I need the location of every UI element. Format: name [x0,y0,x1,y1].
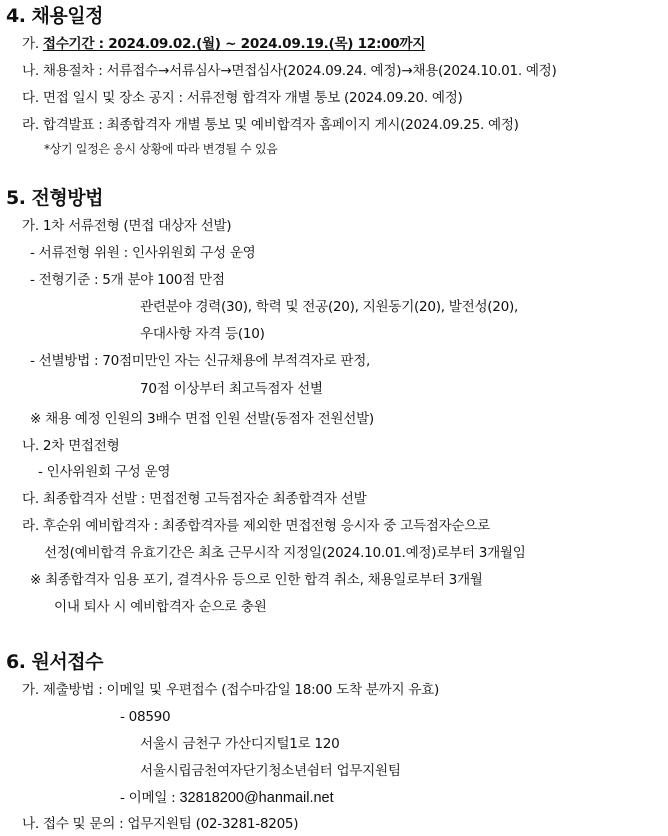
s5-a-note: ※ 채용 예정 인원의 3배수 면접 인원 선발(동점자 전원선발) [30,411,374,427]
s5-b-committee: - 인사위원회 구성 운영 [38,464,171,480]
s5-a-criteria-detail-1: 관련분야 경력(30), 학력 및 전공(20), 지원동기(20), 발전성(20), [140,299,518,315]
s5-a-committee: - 서류전형 위원 : 인사위원회 구성 운영 [30,245,256,261]
s6-item-b-contact: 나. 접수 및 문의 : 업무지원팀 (02-3281-8205) [22,816,299,832]
s4-item-c-interview-notice: 다. 면접 일시 및 장소 공지 : 서류전형 합격자 개별 통보 (2024.09.20. 예정) [22,90,463,106]
section-4-heading: 4. 채용일정 [6,5,103,27]
s4-item-a [22,35,425,53]
s5-d-note: ※ 최종합격자 임용 포기, 결격사유 등으로 인한 합격 취소, 채용일로부터 3개월 [30,572,483,588]
s5-item-c: 다. 최종합격자 선발 : 면접전형 고득점자순 최종합격자 선발 [22,491,367,507]
s6-email-label: - 이메일 : [120,790,180,806]
s6-address: 서울시 금천구 가산디지털1로 120 [140,736,340,752]
s5-item-a: 가. 1차 서류전형 (면접 대상자 선발) [22,218,232,234]
section-5-heading: 5. 전형방법 [6,187,103,209]
s5-a-criteria: - 전형기준 : 5개 분야 100점 만점 [30,272,225,288]
application-period: 접수기간 : 2024.09.02.(월) ~ 2024.09.19.(목) 12:00까지 [42,36,426,52]
section-6-heading: 6. 원서접수 [6,651,103,673]
email-address: 32818200@hanmail.net [179,790,334,806]
s4-item-a-prefix: 가. [22,36,43,52]
s6-email-line [120,789,334,807]
s4-schedule-note: *상기 일정은 응시 상황에 따라 변경될 수 있음 [44,142,278,156]
s6-postal-code: - 08590 [120,709,171,725]
s5-item-d: 라. 후순위 예비합격자 : 최종합격자를 제외한 면접전형 응시자 중 고득점자순으로 [22,518,490,534]
s6-item-a-method: 가. 제출방법 : 이메일 및 우편접수 (접수마감일 18:00 도착 분까지 유효) [22,682,439,698]
s5-item-d-cont: 선정(예비합격 유효기간은 최초 근무시작 지정일(2024.10.01.예정)로부터 3개월임 [44,545,526,561]
s4-item-d-announcement: 라. 합격발표 : 최종합격자 개별 통보 및 예비합격자 홈페이지 게시(2024.09.25. 예정) [22,117,519,133]
s5-a-selection: - 선별방법 : 70점미만인 자는 신규채용에 부적격자로 판정, [30,353,371,369]
s5-item-b: 나. 2차 면접전형 [22,438,120,454]
s5-a-selection-detail: 70점 이상부터 최고득점자 선별 [140,381,323,397]
s6-recipient: 서울시립금천여자단기청소년쉼터 업무지원팀 [140,763,401,779]
s5-a-criteria-detail-2: 우대사항 자격 등(10) [140,326,265,342]
s5-d-note-cont: 이내 퇴사 시 예비합격자 순으로 충원 [54,599,267,615]
s4-item-b-procedure: 나. 채용절차 : 서류접수→서류심사→면접심사(2024.09.24. 예정)→채용(2024.10.01. 예정) [22,63,557,79]
